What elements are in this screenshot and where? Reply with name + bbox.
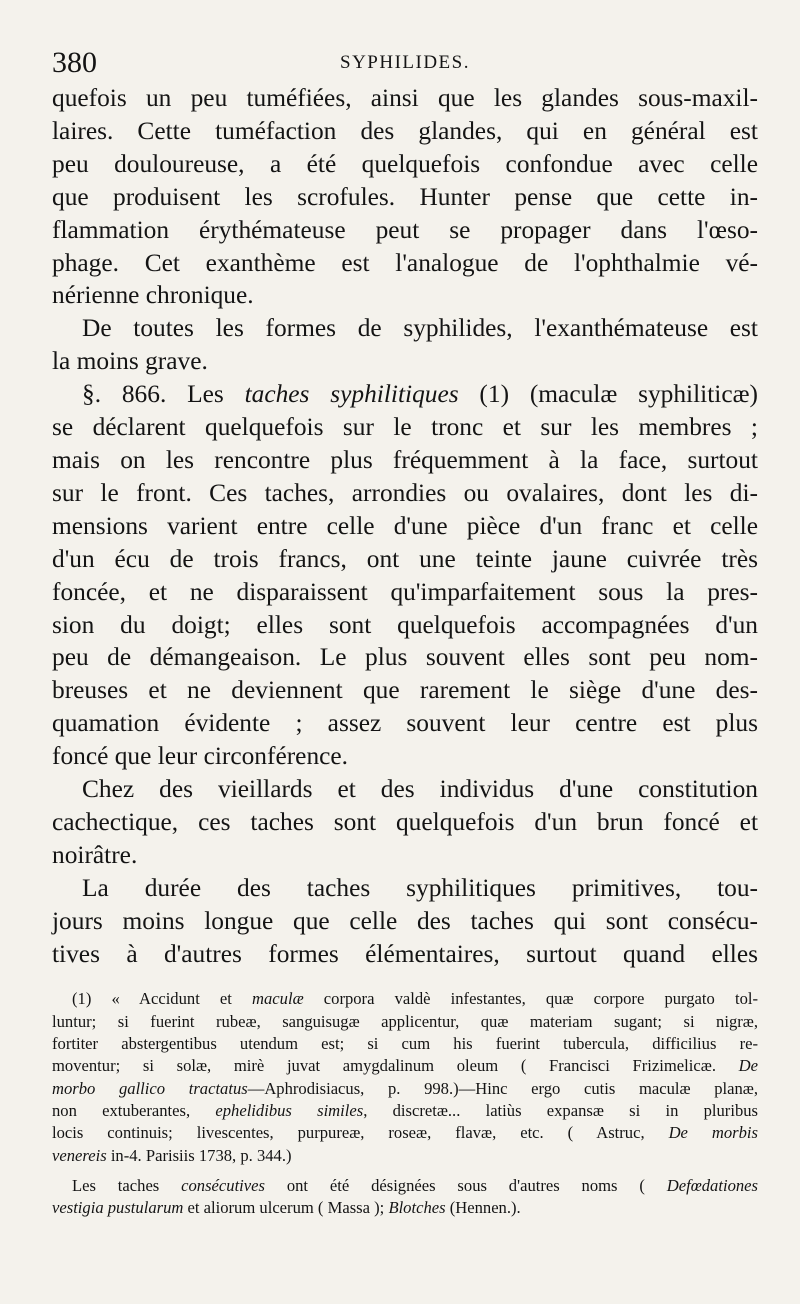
footnote-italic: vestigia pustularum bbox=[52, 1198, 184, 1218]
section-866-start: §. 866. Les bbox=[82, 380, 245, 409]
footnote-text: , discretæ... latiùs expansæ si in pluribus bbox=[363, 1100, 758, 1120]
footnote-line bbox=[52, 1197, 758, 1219]
text-line: foncée, et ne disparaissent qu'imparfaitement sous la pres- bbox=[52, 577, 758, 606]
footnote-2 bbox=[52, 1175, 758, 1220]
text-line: laires. Cette tuméfaction des glandes, qui en général est bbox=[52, 116, 758, 145]
footnote-italic: Blotches bbox=[388, 1198, 446, 1218]
text-line: breuses et ne deviennent que rarement le siège d'une des- bbox=[52, 676, 758, 705]
text-line: la moins grave. bbox=[52, 347, 208, 376]
paragraph-4 bbox=[52, 773, 758, 872]
text-line: foncé que leur circonférence. bbox=[52, 742, 349, 771]
text-line: noirâtre. bbox=[52, 840, 138, 869]
text-line: Chez des vieillards et des individus d'une constitution bbox=[82, 775, 758, 804]
footnote-line bbox=[52, 1145, 758, 1167]
footnote-line bbox=[52, 1055, 758, 1077]
footnote-text: moventur; si solæ, mirè juvat amygdalinum oleum ( Francisci Frizimelicæ. bbox=[52, 1056, 739, 1076]
paragraph-1 bbox=[52, 82, 758, 312]
footnote-text: Les taches bbox=[72, 1175, 182, 1195]
footnote-italic: consécutives bbox=[181, 1175, 265, 1195]
footnote-text: —Aphrodisiacus, p. 998.)—Hinc ergo cutis maculæ planæ, bbox=[247, 1078, 758, 1098]
footnote-italic: De morbis bbox=[668, 1123, 758, 1143]
footnotes bbox=[52, 988, 758, 1219]
footnote-line bbox=[52, 988, 758, 1010]
page-header bbox=[52, 38, 758, 82]
text-line: phage. Cet exanthème est l'analogue de l'ophthalmie vé- bbox=[52, 248, 758, 277]
running-head: SYPHILIDES. bbox=[340, 52, 470, 73]
paragraph-2 bbox=[52, 312, 758, 378]
footnote-italic: venereis bbox=[52, 1145, 107, 1165]
footnote-text: ont été désignées sous d'autres noms ( bbox=[264, 1175, 667, 1195]
text-line: tives à d'autres formes élémentaires, surtout quand elles bbox=[52, 939, 758, 968]
footnote-italic: morbo gallico tractatus bbox=[52, 1078, 248, 1098]
footnote-line bbox=[52, 1078, 758, 1100]
footnote-line: luntur; si fuerint rubeæ, sanguisugæ applicentur, quæ materiam sugant; si nigræ, bbox=[52, 1011, 758, 1031]
section-866-opening-line bbox=[52, 378, 758, 411]
text-line: cachectique, ces taches sont quelquefois d'un brun foncé et bbox=[52, 807, 758, 836]
section-866-title: taches syphilitiques bbox=[244, 380, 459, 409]
footnote-1 bbox=[52, 988, 758, 1166]
footnote-line bbox=[52, 1122, 758, 1144]
text-line: flammation érythémateuse peut se propager dans l'œso- bbox=[52, 215, 758, 244]
text-line: mensions varient entre celle d'une pièce d'un franc et celle bbox=[52, 511, 758, 540]
footnote-text: (1) « Accidunt et bbox=[72, 989, 253, 1009]
text-line: d'un écu de trois francs, ont une teinte jaune cuivrée très bbox=[52, 544, 758, 573]
page-number: 380 bbox=[52, 46, 97, 79]
footnote-italic: ephelidibus similes bbox=[215, 1100, 364, 1120]
footnote-line bbox=[52, 1175, 758, 1197]
text-line: que produisent les scrofules. Hunter pense que cette in- bbox=[52, 182, 758, 211]
footnote-line bbox=[52, 1100, 758, 1122]
footnote-italic: De bbox=[738, 1056, 758, 1076]
text-line: peu de démangeaison. Le plus souvent elles sont peu nom- bbox=[52, 643, 758, 672]
footnote-text: corpora valdè infestantes, quæ corpore purgato tol- bbox=[303, 989, 758, 1009]
text-line: mais on les rencontre plus fréquemment à la face, surtout bbox=[52, 445, 758, 474]
text-line: se déclarent quelquefois sur le tronc et sur les membres ; bbox=[52, 413, 758, 442]
text-line: sur le front. Ces taches, arrondies ou ovalaires, dont les di- bbox=[52, 478, 758, 507]
text-line: peu douloureuse, a été quelquefois confondue avec celle bbox=[52, 149, 758, 178]
paragraph-5 bbox=[52, 872, 758, 971]
text-line: jours moins longue que celle des taches qui sont consécu- bbox=[52, 906, 758, 935]
footnote-text: locis continuis; livescentes, purpureæ, roseæ, flavæ, etc. ( Astruc, bbox=[52, 1123, 669, 1143]
body-text bbox=[52, 82, 758, 970]
footnote-text: non extuberantes, bbox=[52, 1100, 216, 1120]
text-line: De toutes les formes de syphilides, l'exanthémateuse est bbox=[82, 314, 758, 343]
footnote-italic: maculæ bbox=[252, 989, 304, 1009]
paragraph-3 bbox=[52, 378, 758, 773]
text-line: quefois un peu tuméfiées, ainsi que les glandes sous-maxil- bbox=[52, 84, 758, 112]
footnote-italic: Defœdationes bbox=[666, 1175, 758, 1195]
footnote-text: et aliorum ulcerum ( Massa ); bbox=[183, 1198, 389, 1218]
footnote-text: in-4. Parisiis 1738, p. 344.) bbox=[106, 1145, 292, 1165]
text-line: La durée des taches syphilitiques primitives, tou- bbox=[82, 873, 758, 902]
footnote-line: fortiter abstergentibus utendum est; si cum his fuerint tubercula, difficilius re- bbox=[52, 1034, 758, 1054]
text-line: sion du doigt; elles sont quelquefois accompagnées d'un bbox=[52, 610, 758, 639]
text-line: nérienne chronique. bbox=[52, 281, 254, 310]
footnote-text: (Hennen.). bbox=[445, 1198, 521, 1218]
section-866-rest: (1) (maculæ syphiliticæ) bbox=[458, 380, 758, 409]
text-line: quamation évidente ; assez souvent leur centre est plus bbox=[52, 709, 758, 738]
footnote-gap bbox=[52, 1167, 758, 1175]
